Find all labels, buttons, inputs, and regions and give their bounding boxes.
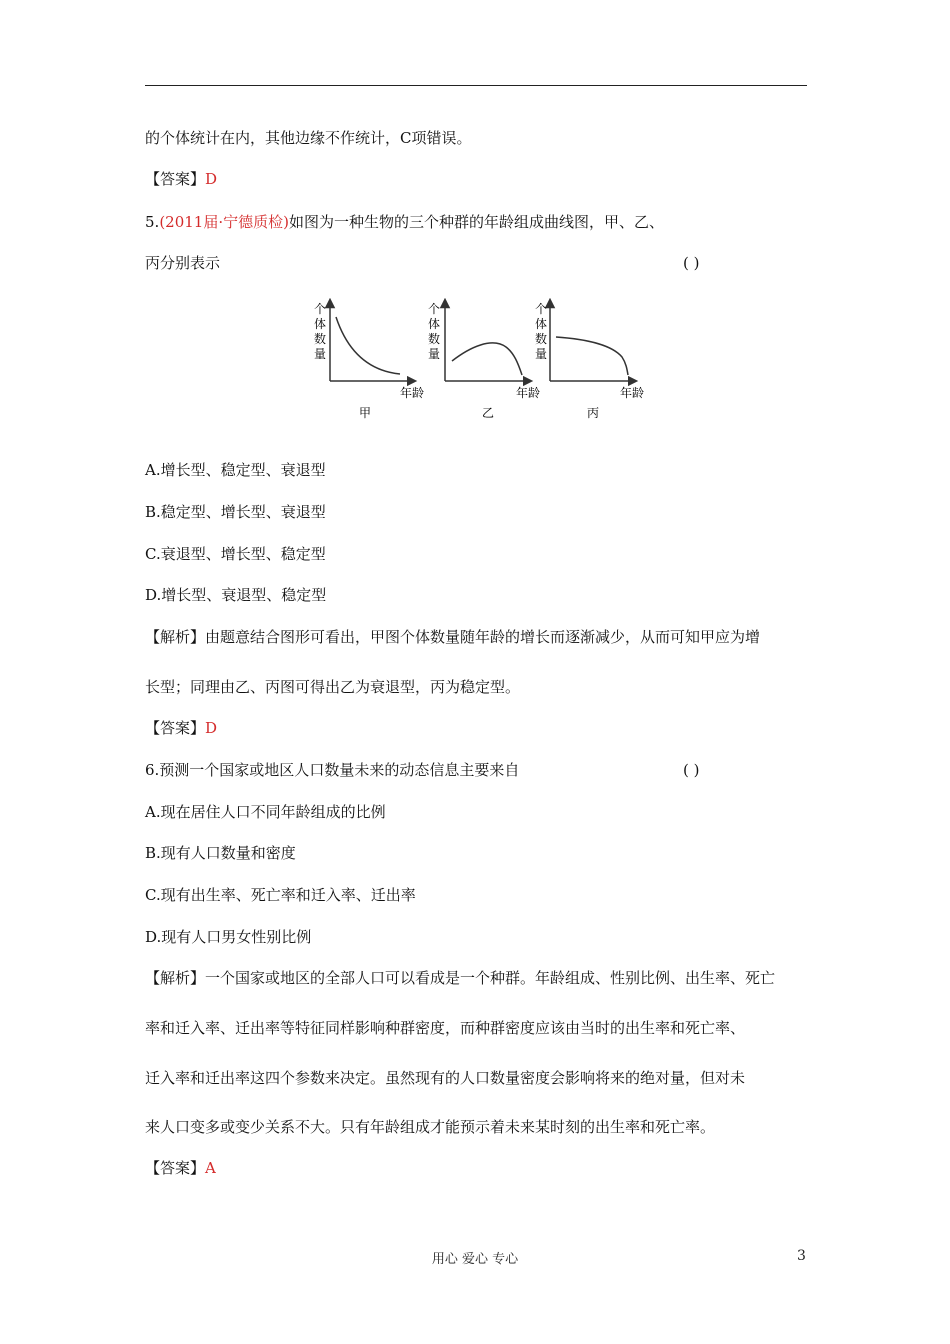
y-label-char: 体 xyxy=(534,317,548,331)
y-label-char: 数 xyxy=(534,332,548,346)
answer-value: D xyxy=(205,719,218,737)
question-source: (2011届·宁德质检) xyxy=(159,213,289,231)
curve-gradual-decline xyxy=(556,337,628,375)
question-text: 如图为一种生物的三个种群的年龄组成曲线图，甲、乙、 xyxy=(288,213,664,231)
text-line: 的个体统计在内，其他边缘不作统计，C项错误。 xyxy=(145,129,472,147)
answer-line-q6 xyxy=(145,1158,216,1178)
explanation-line: 【解析】由题意结合图形可看出，甲图个体数量随年龄的增长而逐渐减少，从而可知甲应为增 xyxy=(145,628,761,646)
option-b: B.现有人口数量和密度 xyxy=(145,844,296,862)
y-label-char: 数 xyxy=(313,332,327,346)
graph-bing xyxy=(535,302,644,420)
graph-name: 丙 xyxy=(586,406,600,420)
x-label: 年龄 xyxy=(619,386,645,400)
answer-label: 【答案】 xyxy=(145,1159,206,1177)
y-label-char: 体 xyxy=(427,317,441,331)
y-label-char: 体 xyxy=(313,317,327,331)
graph-yi xyxy=(428,302,540,420)
answer-label: 【答案】 xyxy=(145,719,206,737)
option-c: C.衰退型、增长型、稳定型 xyxy=(145,545,326,563)
y-label-char: 量 xyxy=(313,347,327,361)
y-label-char: 量 xyxy=(534,347,548,361)
answer-blank: ( ) xyxy=(683,761,700,779)
question-6: 6.预测一个国家或地区人口数量未来的动态信息主要来自 xyxy=(145,761,520,779)
y-label-char: 个 xyxy=(427,302,441,316)
x-label: 年龄 xyxy=(515,386,541,400)
y-label-char: 个 xyxy=(534,302,548,316)
header-rule xyxy=(145,85,807,86)
curve-decline-steep xyxy=(336,317,400,374)
explanation-line: 长型；同理由乙、丙图可得出乙为衰退型，丙为稳定型。 xyxy=(145,678,521,696)
option-c: C.现有出生率、死亡率和迁入率、迁出率 xyxy=(145,886,416,904)
graph-jia xyxy=(314,302,424,420)
explanation-line: 迁入率和迁出率这四个参数来决定。虽然现有的人口数量密度会影响将来的绝对量，但对未 xyxy=(145,1069,746,1087)
option-a: A.增长型、稳定型、衰退型 xyxy=(145,461,326,479)
explanation-line: 来人口变多或变少关系不大。只有年龄组成才能预示着未来某时刻的出生率和死亡率。 xyxy=(145,1118,716,1136)
y-label-char: 数 xyxy=(427,332,441,346)
page-number: 3 xyxy=(797,1248,806,1264)
answer-label: 【答案】 xyxy=(145,170,206,188)
answer-line-q4 xyxy=(145,169,217,189)
y-label-char: 量 xyxy=(427,347,441,361)
question-5-line2: 丙分别表示 xyxy=(145,254,221,272)
option-b: B.稳定型、增长型、衰退型 xyxy=(145,503,326,521)
answer-value: D xyxy=(205,170,218,188)
question-number: 5. xyxy=(145,213,160,231)
explanation-line: 【解析】一个国家或地区的全部人口可以看成是一个种群。年龄组成、性别比例、出生率、死亡 xyxy=(145,969,776,987)
graph-name: 甲 xyxy=(358,406,372,420)
answer-line-q5 xyxy=(145,718,217,738)
footer-slogan: 用心 爱心 专心 xyxy=(431,1252,519,1267)
graph-name: 乙 xyxy=(481,406,495,420)
age-structure-figure xyxy=(300,295,645,425)
question-5 xyxy=(145,212,664,232)
explanation-line: 率和迁入率、迁出率等特征同样影响种群密度，而种群密度应该由当时的出生率和死亡率、 xyxy=(145,1019,746,1037)
x-label: 年龄 xyxy=(399,386,425,400)
option-a: A.现在居住人口不同年龄组成的比例 xyxy=(145,803,386,821)
option-d: D.增长型、衰退型、稳定型 xyxy=(145,586,327,604)
answer-value: A xyxy=(205,1159,216,1177)
y-label-char: 个 xyxy=(313,302,327,316)
option-d: D.现有人口男女性别比例 xyxy=(145,928,312,946)
answer-blank: ( ) xyxy=(683,254,700,272)
curve-hump xyxy=(452,343,522,375)
